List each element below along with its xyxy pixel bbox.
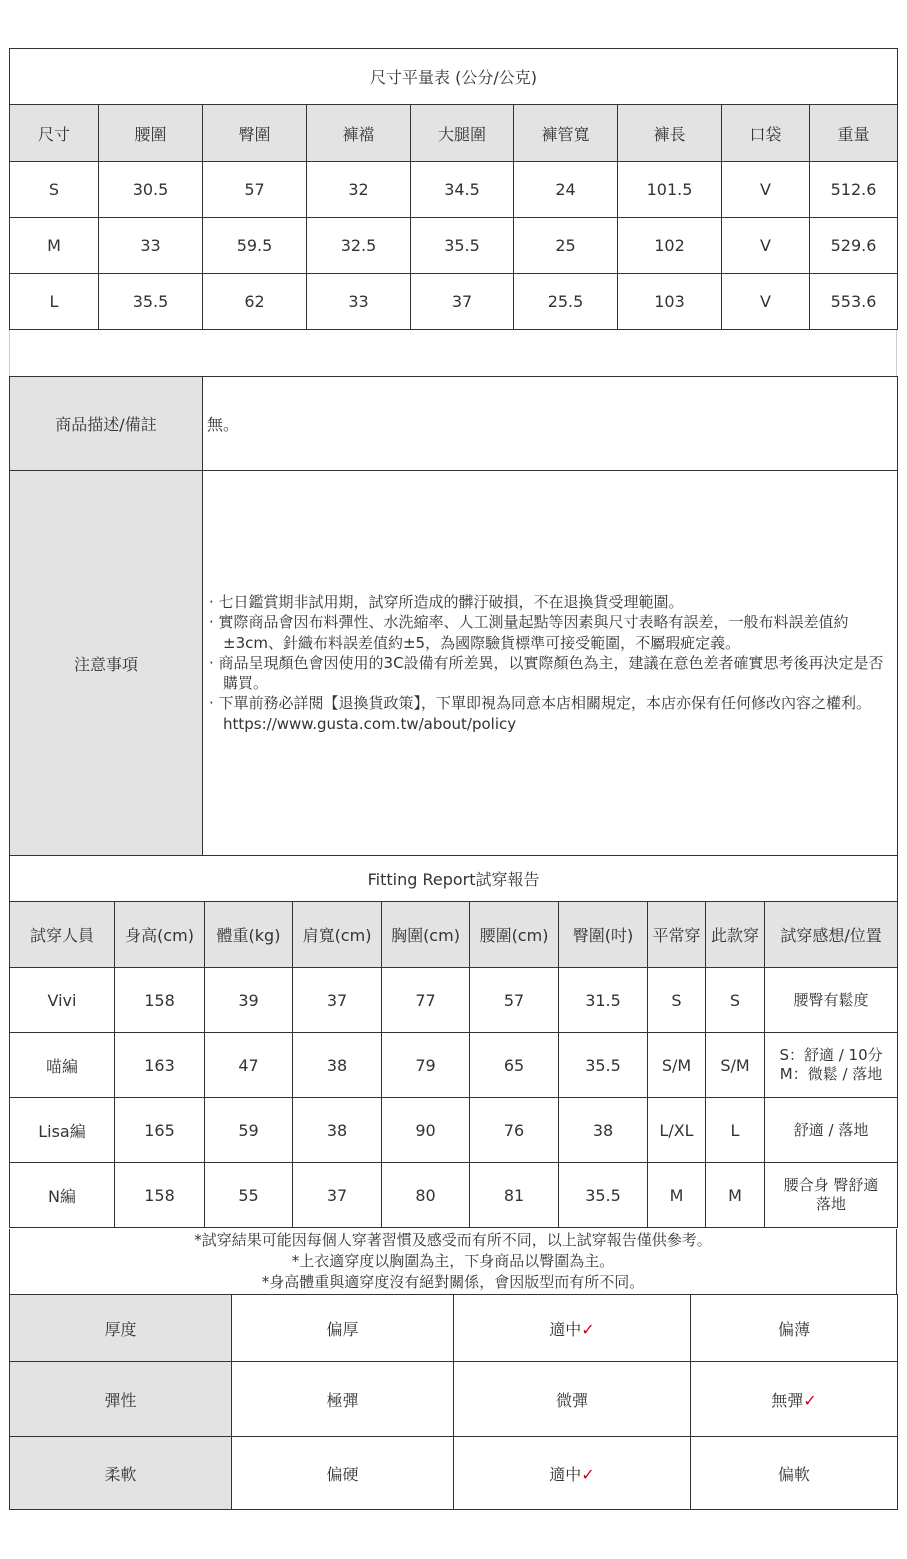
size-chart-cell: 35.5 <box>99 274 203 330</box>
size-chart-row <box>10 162 898 218</box>
fitting-cell: 79 <box>382 1033 470 1098</box>
size-chart-header: 重量 <box>810 105 898 162</box>
description-value: 無。 <box>203 377 898 471</box>
fitting-cell: 163 <box>115 1033 205 1098</box>
info-table <box>9 376 898 856</box>
fitting-cell: 65 <box>470 1033 559 1098</box>
fitting-report-table <box>9 855 898 1228</box>
size-chart-header: 腰圍 <box>99 105 203 162</box>
fitting-header: 此款穿 <box>706 902 765 968</box>
fabric-option <box>232 1437 454 1510</box>
fitting-header: 試穿感想/位置 <box>765 902 898 968</box>
fabric-row <box>10 1437 898 1510</box>
fitting-cell: 80 <box>382 1163 470 1228</box>
fitting-cell: 90 <box>382 1098 470 1163</box>
fitting-cell: Vivi <box>10 968 115 1033</box>
description-label: 商品描述/備註 <box>10 377 203 471</box>
footnote: *試穿結果可能因每個人穿著習慣及感受而有所不同，以上試穿報告僅供參考。 <box>194 1231 712 1249</box>
fitting-cell: 38 <box>559 1098 648 1163</box>
fitting-header: 體重(kg) <box>205 902 293 968</box>
fitting-header: 平常穿 <box>648 902 706 968</box>
feedback-line: S：舒適 / 10分 <box>779 1046 883 1065</box>
fitting-header: 腰圍(cm) <box>470 902 559 968</box>
fitting-cell: 39 <box>205 968 293 1033</box>
fitting-cell: 81 <box>470 1163 559 1228</box>
fitting-cell: 158 <box>115 968 205 1033</box>
size-chart-cell: 25.5 <box>514 274 618 330</box>
feedback-line: 舒適 / 落地 <box>793 1120 869 1139</box>
size-chart-row <box>10 218 898 274</box>
footnote: *身高體重與適穿度沒有絕對關係，會因版型而有所不同。 <box>261 1273 645 1291</box>
size-chart-cell: 33 <box>99 218 203 274</box>
fabric-option <box>454 1362 691 1437</box>
footnote: *上衣適穿度以胸圍為主，下身商品以臀圍為主。 <box>291 1252 615 1270</box>
size-chart-row <box>10 274 898 330</box>
size-chart-cell: V <box>722 218 810 274</box>
fitting-cell: S <box>706 968 765 1033</box>
fitting-cell: 77 <box>382 968 470 1033</box>
fabric-option-label: 極彈 <box>326 1390 359 1410</box>
size-chart-title: 尺寸平量表 (公分/公克) <box>10 49 898 105</box>
fitting-row <box>10 1163 898 1228</box>
notice-line: · 下單前務必詳閱【退換貨政策】，下單即視為同意本店相關規定，本店亦保有任何修改內容之權利。https://www.gusta.com.tw/about/policy <box>209 694 872 733</box>
fabric-option <box>691 1295 898 1362</box>
fitting-cell: 35.5 <box>559 1033 648 1098</box>
fabric-option-label: 偏軟 <box>777 1464 810 1484</box>
notice-line: · 七日鑑賞期非試用期，試穿所造成的髒汙破損，不在退換貨受理範圍。 <box>209 593 684 612</box>
fitting-footnotes <box>9 1229 897 1295</box>
size-chart-cell: V <box>722 162 810 218</box>
fabric-option-label: 無彈 <box>771 1390 804 1410</box>
fitting-cell: 35.5 <box>559 1163 648 1228</box>
fitting-cell: 喵編 <box>10 1033 115 1098</box>
size-chart-header: 褲襠 <box>307 105 411 162</box>
fitting-cell: 38 <box>293 1033 382 1098</box>
fitting-cell: L <box>706 1098 765 1163</box>
section-spacer <box>9 330 897 377</box>
size-chart-cell: 59.5 <box>203 218 307 274</box>
fitting-header: 臀圍(吋) <box>559 902 648 968</box>
size-chart-cell: 553.6 <box>810 274 898 330</box>
feedback-line: 落地 <box>816 1195 847 1213</box>
fitting-cell: N編 <box>10 1163 115 1228</box>
size-chart-cell: 25 <box>514 218 618 274</box>
fitting-cell: 55 <box>205 1163 293 1228</box>
check-icon: ✓ <box>803 1390 817 1410</box>
check-icon: ✓ <box>581 1464 595 1484</box>
fabric-option <box>232 1362 454 1437</box>
fitting-feedback <box>765 1033 898 1098</box>
fabric-option <box>691 1362 898 1437</box>
fitting-cell: S/M <box>706 1033 765 1098</box>
fabric-option <box>454 1295 691 1362</box>
fitting-row <box>10 1033 898 1098</box>
size-chart-cell: 512.6 <box>810 162 898 218</box>
fitting-cell: M <box>648 1163 706 1228</box>
fabric-option <box>691 1437 898 1510</box>
size-chart-cell: 33 <box>307 274 411 330</box>
fabric-option-label: 偏硬 <box>326 1464 359 1484</box>
fitting-cell: 165 <box>115 1098 205 1163</box>
size-chart-table <box>9 48 898 330</box>
size-chart-cell: 37 <box>411 274 514 330</box>
fitting-cell: Lisa編 <box>10 1098 115 1163</box>
size-chart-cell: 35.5 <box>411 218 514 274</box>
size-chart-header: 大腿圍 <box>411 105 514 162</box>
size-chart-cell: 62 <box>203 274 307 330</box>
fitting-cell: 37 <box>293 968 382 1033</box>
fitting-cell: 57 <box>470 968 559 1033</box>
size-chart-header: 口袋 <box>722 105 810 162</box>
size-chart-cell: 30.5 <box>99 162 203 218</box>
feedback-line: 腰合身 臀舒適 <box>783 1176 879 1195</box>
size-chart-header: 臀圍 <box>203 105 307 162</box>
size-chart-cell: 103 <box>618 274 722 330</box>
fabric-row <box>10 1362 898 1437</box>
check-icon: ✓ <box>581 1319 595 1339</box>
fitting-cell: 37 <box>293 1163 382 1228</box>
fitting-feedback <box>765 1098 898 1163</box>
fitting-header: 試穿人員 <box>10 902 115 968</box>
fitting-cell: 31.5 <box>559 968 648 1033</box>
size-chart-cell: 34.5 <box>411 162 514 218</box>
fitting-header: 身高(cm) <box>115 902 205 968</box>
fabric-label: 彈性 <box>10 1362 232 1437</box>
fitting-feedback <box>765 1163 898 1228</box>
notice-content <box>203 471 898 856</box>
fitting-header: 肩寬(cm) <box>293 902 382 968</box>
size-chart-cell: M <box>10 218 99 274</box>
fitting-cell: 59 <box>205 1098 293 1163</box>
fitting-cell: 76 <box>470 1098 559 1163</box>
feedback-line: M：微鬆 / 落地 <box>779 1065 883 1083</box>
notice-line: · 商品呈現顏色會因使用的3C設備有所差異，以實際顏色為主，建議在意色差者確實思考後再決定是否購買。 <box>209 653 884 693</box>
notice-line: · 實際商品會因布料彈性、水洗縮率、人工測量起點等因素與尺寸表略有誤差，一般布料誤差值約±3cm、針織布料誤差值約±5，為國際驗貨標準可接受範圍，不屬瑕疵定義。 <box>209 613 849 652</box>
fitting-cell: 158 <box>115 1163 205 1228</box>
fabric-option <box>232 1295 454 1362</box>
fitting-cell: S <box>648 968 706 1033</box>
size-chart-cell: 529.6 <box>810 218 898 274</box>
fabric-option-label: 偏厚 <box>326 1319 359 1339</box>
fabric-row <box>10 1295 898 1362</box>
fabric-properties-table <box>9 1294 898 1510</box>
size-chart-cell: 32.5 <box>307 218 411 274</box>
size-chart-cell: 101.5 <box>618 162 722 218</box>
fitting-cell: S/M <box>648 1033 706 1098</box>
size-chart-cell: 57 <box>203 162 307 218</box>
fitting-feedback <box>765 968 898 1033</box>
fabric-label: 厚度 <box>10 1295 232 1362</box>
fitting-row <box>10 1098 898 1163</box>
fitting-cell: L/XL <box>648 1098 706 1163</box>
size-chart-header: 褲長 <box>618 105 722 162</box>
fitting-cell: 47 <box>205 1033 293 1098</box>
notice-label: 注意事項 <box>10 471 203 856</box>
size-chart-cell: 24 <box>514 162 618 218</box>
fitting-report-title: Fitting Report試穿報告 <box>10 856 898 902</box>
fitting-cell: 38 <box>293 1098 382 1163</box>
size-chart-cell: 32 <box>307 162 411 218</box>
fabric-label: 柔軟 <box>10 1437 232 1510</box>
fabric-option <box>454 1437 691 1510</box>
fitting-header: 胸圍(cm) <box>382 902 470 968</box>
fabric-option-label: 適中 <box>549 1319 582 1339</box>
feedback-line: 腰臀有鬆度 <box>793 990 869 1009</box>
size-chart-cell: L <box>10 274 99 330</box>
fitting-row <box>10 968 898 1033</box>
size-chart-cell: V <box>722 274 810 330</box>
fabric-option-label: 微彈 <box>555 1390 588 1410</box>
size-chart-header: 褲管寬 <box>514 105 618 162</box>
fabric-option-label: 偏薄 <box>777 1319 810 1339</box>
size-chart-cell: S <box>10 162 99 218</box>
size-chart-cell: 102 <box>618 218 722 274</box>
size-chart-header: 尺寸 <box>10 105 99 162</box>
fitting-cell: M <box>706 1163 765 1228</box>
fabric-option-label: 適中 <box>549 1464 582 1484</box>
